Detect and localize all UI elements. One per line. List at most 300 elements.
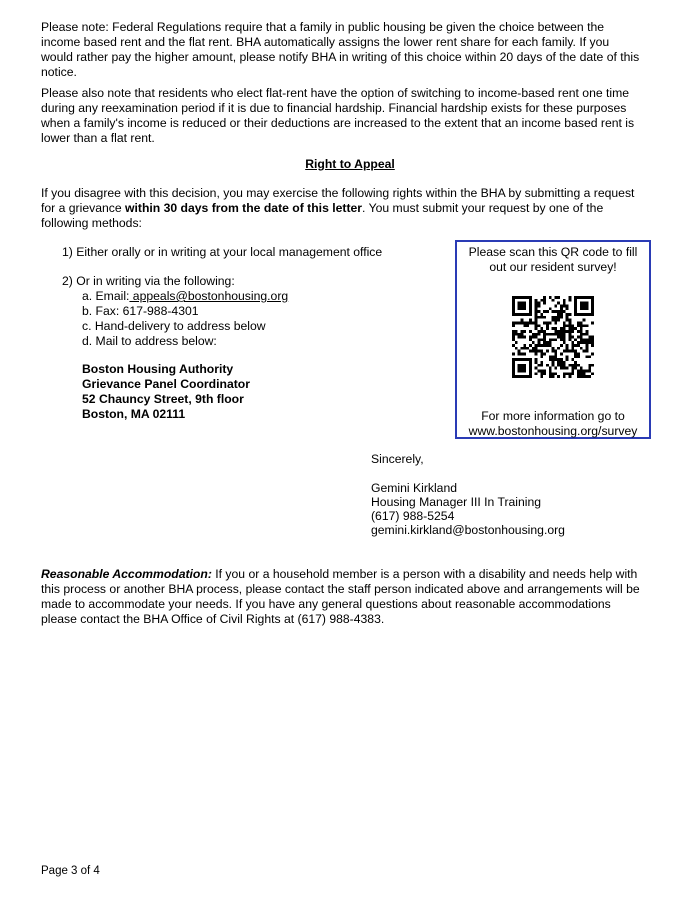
qr-module <box>540 327 543 330</box>
qr-module <box>552 327 555 330</box>
qr-module <box>588 375 591 378</box>
qr-module <box>549 333 552 336</box>
qr-module <box>535 327 538 330</box>
qr-module <box>526 296 529 299</box>
qr-instruction: Please scan this QR code to fill out our resident survey! <box>468 245 638 274</box>
qr-module <box>552 299 555 302</box>
qr-module <box>535 344 538 347</box>
qr-module <box>552 350 555 353</box>
qr-module <box>563 375 566 378</box>
qr-module <box>518 350 521 353</box>
qr-module <box>518 353 521 356</box>
qr-module <box>537 324 540 327</box>
qr-module <box>532 336 535 339</box>
qr-module <box>591 307 594 310</box>
qr-module <box>515 347 518 350</box>
qr-module <box>591 341 594 344</box>
qr-module <box>591 304 594 307</box>
qr-module <box>554 338 557 341</box>
qr-module <box>560 304 563 307</box>
qr-module <box>529 313 532 316</box>
qr-module <box>588 367 591 370</box>
qr-module <box>571 372 574 375</box>
qr-module <box>574 302 577 305</box>
qr-module <box>583 304 586 307</box>
qr-module <box>591 296 594 299</box>
qr-module <box>529 375 532 378</box>
qr-module <box>554 355 557 358</box>
qr-module <box>532 321 535 324</box>
qr-module <box>566 347 569 350</box>
qr-module <box>588 364 591 367</box>
qr-module <box>563 367 566 370</box>
qr-module <box>543 302 546 305</box>
qr-module <box>563 310 566 313</box>
qr-module <box>557 302 560 305</box>
qr-module <box>583 307 586 310</box>
qr-module <box>520 302 523 305</box>
qr-module <box>540 355 543 358</box>
qr-module <box>552 333 555 336</box>
qr-module <box>588 370 591 373</box>
qr-module <box>535 350 538 353</box>
qr-module <box>535 316 538 319</box>
qr-module <box>560 316 563 319</box>
qr-module <box>523 364 526 367</box>
qr-module <box>543 330 546 333</box>
qr-module <box>549 296 552 299</box>
qr-module <box>552 310 555 313</box>
qr-module <box>577 375 580 378</box>
qr-module <box>591 344 594 347</box>
qr-module <box>577 355 580 358</box>
qr-module <box>560 338 563 341</box>
qr-module <box>549 355 552 358</box>
qr-module <box>552 358 555 361</box>
qr-module <box>532 350 535 353</box>
intro-deadline: within 30 days from the date of this letter <box>125 201 363 215</box>
qr-module <box>529 299 532 302</box>
qr-more-info <box>459 409 647 439</box>
qr-module <box>549 367 552 370</box>
qr-module <box>535 372 538 375</box>
qr-module <box>560 307 563 310</box>
qr-module <box>546 350 549 353</box>
qr-module <box>512 321 515 324</box>
qr-module <box>552 361 555 364</box>
qr-module <box>520 367 523 370</box>
qr-module <box>569 350 572 353</box>
qr-module <box>580 338 583 341</box>
qr-module <box>543 344 546 347</box>
qr-module <box>529 304 532 307</box>
qr-module <box>552 364 555 367</box>
qr-module <box>563 327 566 330</box>
qr-module <box>537 370 540 373</box>
qr-module <box>569 333 572 336</box>
qr-module <box>560 367 563 370</box>
qr-module <box>549 338 552 341</box>
qr-module <box>580 307 583 310</box>
qr-module <box>557 296 560 299</box>
qr-module <box>526 321 529 324</box>
qr-module <box>518 364 521 367</box>
qr-module <box>560 333 563 336</box>
qr-module <box>520 321 523 324</box>
qr-module <box>557 313 560 316</box>
qr-module <box>512 336 515 339</box>
qr-module <box>540 338 543 341</box>
qr-module <box>543 336 546 339</box>
qr-module <box>543 333 546 336</box>
qr-module <box>520 304 523 307</box>
qr-module <box>529 344 532 347</box>
qr-module <box>574 353 577 356</box>
qr-module <box>512 299 515 302</box>
qr-module <box>520 296 523 299</box>
qr-module <box>520 347 523 350</box>
qr-module <box>569 364 572 367</box>
heading-text: Right to Appeal <box>305 157 395 171</box>
qr-module <box>574 344 577 347</box>
qr-module <box>569 319 572 322</box>
qr-module <box>529 372 532 375</box>
qr-module <box>529 307 532 310</box>
qr-module <box>566 316 569 319</box>
reasonable-accommodation-paragraph <box>41 567 641 627</box>
qr-module <box>580 341 583 344</box>
qr-module <box>571 336 574 339</box>
qr-module <box>566 307 569 310</box>
qr-module <box>574 367 577 370</box>
qr-module <box>549 358 552 361</box>
qr-module <box>554 304 557 307</box>
qr-module <box>560 330 563 333</box>
qr-module <box>543 316 546 319</box>
qr-module <box>535 310 538 313</box>
qr-module <box>563 299 566 302</box>
qr-module <box>512 358 515 361</box>
qr-module <box>529 319 532 322</box>
address-line-4: Boston, MA 02111 <box>82 407 186 421</box>
qr-module <box>532 333 535 336</box>
qr-module <box>563 324 566 327</box>
appeals-email-link[interactable]: appeals@bostonhousing.org <box>129 289 289 303</box>
qr-module <box>583 319 586 322</box>
qr-module <box>520 375 523 378</box>
qr-module <box>523 296 526 299</box>
qr-module <box>535 299 538 302</box>
qr-module <box>540 344 543 347</box>
qr-module <box>560 344 563 347</box>
qr-module <box>586 370 589 373</box>
qr-module <box>569 336 572 339</box>
qr-module <box>518 313 521 316</box>
qr-module <box>546 310 549 313</box>
qr-module <box>569 313 572 316</box>
qr-module <box>557 364 560 367</box>
qr-module <box>535 361 538 364</box>
qr-module <box>515 375 518 378</box>
qr-module <box>563 330 566 333</box>
qr-module <box>520 307 523 310</box>
qr-module <box>583 375 586 378</box>
qr-module <box>512 330 515 333</box>
qr-module <box>523 302 526 305</box>
qr-module <box>569 321 572 324</box>
qr-module <box>574 361 577 364</box>
qr-module <box>518 375 521 378</box>
qr-module <box>557 336 560 339</box>
qr-module <box>577 324 580 327</box>
qr-module <box>520 358 523 361</box>
qr-module <box>515 321 518 324</box>
qr-module <box>546 324 549 327</box>
qr-module <box>586 347 589 350</box>
qr-module <box>512 313 515 316</box>
qr-module <box>523 367 526 370</box>
signature-title: Housing Manager III In Training <box>371 495 542 509</box>
qr-module <box>560 310 563 313</box>
signature-email[interactable]: gemini.kirkland@bostonhousing.org <box>371 523 565 537</box>
signature-name: Gemini Kirkland <box>371 481 458 495</box>
qr-module <box>574 338 577 341</box>
qr-module <box>563 321 566 324</box>
qr-module <box>569 324 572 327</box>
qr-module <box>537 304 540 307</box>
qr-more-info-text: For more information go to <box>481 409 625 423</box>
qr-module <box>554 319 557 322</box>
qr-module <box>540 370 543 373</box>
qr-module <box>549 341 552 344</box>
qr-module <box>532 341 535 344</box>
qr-module <box>580 367 583 370</box>
qr-module <box>586 330 589 333</box>
address-line-2: Grievance Panel Coordinator <box>82 377 250 391</box>
qr-module <box>580 370 583 373</box>
qr-module <box>518 321 521 324</box>
qr-module <box>523 324 526 327</box>
qr-module <box>586 324 589 327</box>
qr-module <box>543 338 546 341</box>
qr-module <box>520 330 523 333</box>
qr-module <box>512 367 515 370</box>
qr-module <box>560 361 563 364</box>
qr-module <box>574 327 577 330</box>
qr-module <box>546 344 549 347</box>
qr-module <box>512 375 515 378</box>
appeal-hand-delivery-item: c. Hand-delivery to address below <box>82 319 266 333</box>
qr-module <box>526 324 529 327</box>
qr-module <box>563 341 566 344</box>
qr-module <box>586 307 589 310</box>
qr-module <box>518 336 521 339</box>
qr-module <box>566 324 569 327</box>
intro-text: If you disagree with this decision, you may exercise the following rights within the BHA by submitting a request for a grievance <box>41 186 635 215</box>
qr-module <box>526 347 529 350</box>
qr-module <box>577 353 580 356</box>
qr-module <box>588 338 591 341</box>
qr-module <box>554 316 557 319</box>
qr-module <box>580 347 583 350</box>
qr-module <box>518 304 521 307</box>
qr-module <box>523 304 526 307</box>
qr-module <box>563 364 566 367</box>
qr-module <box>574 350 577 353</box>
qr-module <box>557 375 560 378</box>
qr-module <box>520 353 523 356</box>
qr-module <box>535 347 538 350</box>
qr-module <box>574 304 577 307</box>
qr-module <box>580 304 583 307</box>
qr-module <box>540 299 543 302</box>
qr-module <box>535 324 538 327</box>
qr-module <box>537 341 540 344</box>
qr-module <box>540 353 543 356</box>
qr-module <box>540 330 543 333</box>
qr-module <box>566 304 569 307</box>
right-to-appeal-heading <box>0 157 700 172</box>
qr-module <box>566 350 569 353</box>
qr-module <box>549 321 552 324</box>
qr-module <box>526 375 529 378</box>
qr-module <box>591 353 594 356</box>
qr-module <box>549 370 552 373</box>
qr-module <box>535 367 538 370</box>
qr-module <box>543 372 546 375</box>
qr-module <box>569 330 572 333</box>
qr-module <box>557 333 560 336</box>
qr-module <box>571 324 574 327</box>
qr-module <box>523 347 526 350</box>
qr-module <box>543 310 546 313</box>
qr-module <box>535 304 538 307</box>
qr-module <box>557 358 560 361</box>
qr-module <box>586 304 589 307</box>
qr-module <box>515 341 518 344</box>
qr-module <box>588 313 591 316</box>
qr-module <box>580 375 583 378</box>
qr-module <box>537 330 540 333</box>
qr-module <box>566 344 569 347</box>
qr-module <box>535 307 538 310</box>
qr-module <box>535 353 538 356</box>
qr-module <box>543 296 546 299</box>
qr-module <box>552 355 555 358</box>
qr-module <box>535 313 538 316</box>
qr-module <box>569 296 572 299</box>
qr-module <box>588 336 591 339</box>
qr-module <box>574 310 577 313</box>
qr-module <box>560 336 563 339</box>
qr-module <box>543 299 546 302</box>
accommodation-lead: Reasonable Accommodation: <box>41 567 212 581</box>
signature-closing: Sincerely, <box>371 452 424 466</box>
qr-module <box>554 296 557 299</box>
qr-module <box>520 333 523 336</box>
qr-module <box>591 364 594 367</box>
qr-module <box>583 302 586 305</box>
qr-module <box>523 358 526 361</box>
qr-module <box>580 372 583 375</box>
qr-module <box>523 375 526 378</box>
qr-module <box>546 327 549 330</box>
federal-regulations-paragraph: Please note: Federal Regulations require that a family in public housing be given the choice between the income based rent and the flat rent. BHA automatically assigns the lower rent share for each family. If you would rather pay the higher amount, please notify BHA in writing of this choice within 20 days of the date of this notice. <box>41 20 640 79</box>
qr-module <box>554 372 557 375</box>
qr-module <box>588 341 591 344</box>
qr-module <box>554 330 557 333</box>
qr-module <box>520 313 523 316</box>
qr-module <box>577 330 580 333</box>
qr-module <box>549 375 552 378</box>
qr-module <box>512 302 515 305</box>
qr-module <box>566 367 569 370</box>
qr-module <box>571 347 574 350</box>
qr-module <box>586 313 589 316</box>
qr-module <box>574 307 577 310</box>
qr-module <box>540 316 543 319</box>
qr-module <box>512 296 515 299</box>
qr-module <box>571 364 574 367</box>
qr-module <box>569 338 572 341</box>
qr-module <box>557 347 560 350</box>
qr-module <box>591 336 594 339</box>
qr-module <box>588 355 591 358</box>
qr-module <box>535 319 538 322</box>
qr-module <box>512 333 515 336</box>
qr-module <box>529 370 532 373</box>
qr-module <box>540 350 543 353</box>
qr-module <box>520 336 523 339</box>
survey-url-link[interactable]: www.bostonhousing.org/survey <box>468 424 638 438</box>
qr-module <box>583 324 586 327</box>
qr-module <box>586 302 589 305</box>
qr-code-icon[interactable] <box>509 296 597 378</box>
qr-module <box>591 302 594 305</box>
qr-module <box>571 350 574 353</box>
qr-module <box>512 372 515 375</box>
qr-module <box>523 307 526 310</box>
qr-module <box>557 319 560 322</box>
qr-module <box>520 319 523 322</box>
qr-module <box>512 310 515 313</box>
qr-module <box>518 296 521 299</box>
qr-module <box>571 358 574 361</box>
qr-module <box>549 307 552 310</box>
qr-module <box>583 313 586 316</box>
qr-module <box>563 361 566 364</box>
qr-module <box>532 347 535 350</box>
qr-module <box>557 330 560 333</box>
qr-module <box>535 333 538 336</box>
qr-module <box>515 330 518 333</box>
qr-module <box>537 364 540 367</box>
qr-module <box>529 296 532 299</box>
qr-module <box>529 350 532 353</box>
qr-module <box>569 375 572 378</box>
qr-module <box>518 333 521 336</box>
qr-module <box>566 319 569 322</box>
qr-module <box>577 341 580 344</box>
qr-module <box>571 344 574 347</box>
qr-module <box>520 370 523 373</box>
qr-module <box>520 364 523 367</box>
qr-module <box>569 299 572 302</box>
qr-module <box>512 324 515 327</box>
appeal-mail-item: d. Mail to address below: <box>82 334 217 348</box>
qr-module <box>566 313 569 316</box>
qr-module <box>529 330 532 333</box>
